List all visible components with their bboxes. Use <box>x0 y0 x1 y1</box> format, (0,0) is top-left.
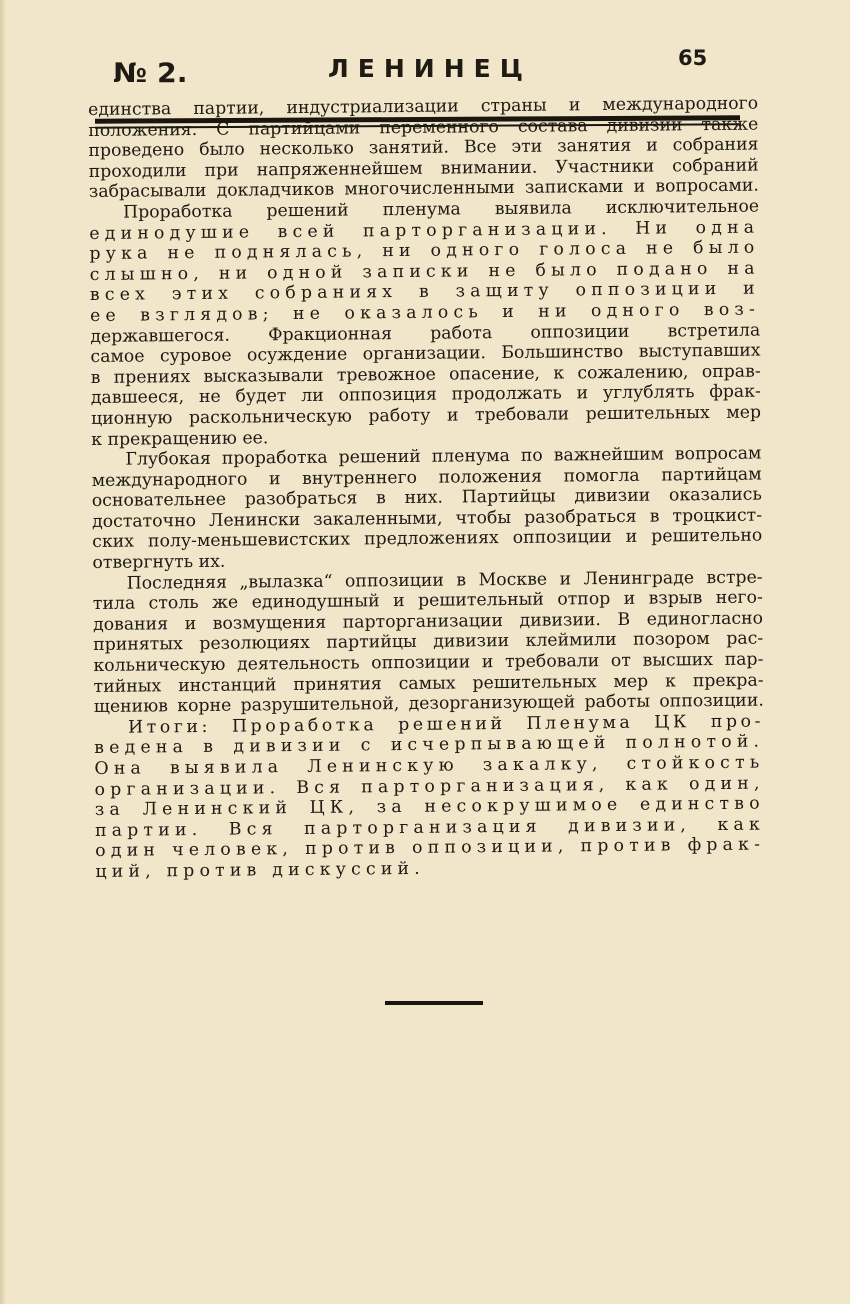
text-line-spaced: рука не поднялась, ни одного голоса не было <box>89 237 760 265</box>
text-line-spaced: ведена в дивизии с исчерпывающей полнотой. <box>94 731 765 759</box>
text-line: ционную раскольническую работу и требовали решительных мер <box>90 402 762 429</box>
text-line: самое суровое осуждение организации. Большинство выступавших <box>90 340 761 368</box>
page-number: 65 <box>678 46 708 70</box>
text-line: давшееся, не будет ли оппозиция продолжать и углублять фрак- <box>90 381 761 409</box>
text-line-spaced: слышно, ни одной записки не было подано на <box>89 258 760 285</box>
text-line-spaced: организации. Вся парторганизация, как один, <box>94 773 765 800</box>
journal-title: ЛЕНИНЕЦ <box>328 54 532 83</box>
text-line: принятых резолюциях партийцы дивизии клеймили позором рас- <box>93 628 764 656</box>
paragraph-end-line: отвергнуть их. <box>92 551 226 574</box>
text-line: ских полу-меньшевистских предложениях оппозиции и решительно <box>92 526 763 553</box>
text-line: основательнее разобраться в них. Партийцы дивизии оказались <box>91 484 762 512</box>
page-header <box>95 40 740 100</box>
article-body <box>88 94 765 883</box>
paragraph-end-line: ций, против дискуссий. <box>95 858 426 882</box>
text-line: кольническую деятельность оппозиции и требовали от высших пар- <box>93 649 764 677</box>
text-line: тийных инстанций принятия самых решительных мер к прекра- <box>93 670 764 697</box>
text-line: щениюв корне разрушительной, дезорганизующей работы оппозиции. <box>93 690 764 718</box>
text-line: державшегося. Фракционная работа оппозиции встретила <box>90 320 761 347</box>
paragraph-start-line: Итоги: Проработка решений Пленума ЦК про- <box>127 711 765 738</box>
text-line: забрасывали докладчиков многочисленными записками и вопросами. <box>88 175 759 203</box>
paragraph-start-line: Последняя „вылазка“ оппозиции в Москве и Ленинграде встре- <box>126 567 763 594</box>
text-line-spaced: за Ленинский ЦК, за несокрушимое единство <box>94 793 765 821</box>
text-line-spaced: ее взглядов; не оказалось и ни одного воз- <box>89 299 761 326</box>
paragraph-end-line: к прекращению ее. <box>91 427 269 450</box>
paragraph-start-line: Проработка решений пленума выявила исключительное <box>122 196 760 223</box>
text-line-spaced: один человек, против оппозиции, против фрак- <box>95 834 766 862</box>
text-line: тила столь же единодушный и решительный отпор и взрыв него- <box>92 587 763 615</box>
text-line: в прениях высказывали тревожное опасение, к сожалению, оправ- <box>90 361 761 388</box>
text-line-spaced: партии. Вся парторганизация дивизии, как <box>94 814 766 841</box>
issue-number: № 2. <box>113 58 188 89</box>
text-line-spaced: всех этих собраниях в защиту оппозиции и <box>89 278 760 306</box>
article-end-rule <box>385 1001 483 1005</box>
text-line: единства партии, индустриализации страны и международного <box>88 93 759 120</box>
text-line: проходили при напряженнейшем внимании. Участники собраний <box>88 155 759 182</box>
text-line: международного и внутреннего положения помогла партийцам <box>91 464 762 491</box>
page-edge <box>0 0 6 1304</box>
text-line: дования и возмущения парторганизации дивизии. В единогласно <box>92 608 764 635</box>
text-line: положения. С партийцами переменного состава дивизии также <box>88 114 759 141</box>
text-line-spaced: Она выявила Ленинскую закалку, стойкость <box>94 752 765 779</box>
paragraph-start-line: Глубокая проработка решений пленума по важнейшим вопросам <box>125 443 762 470</box>
text-line: проведено было несколько занятий. Все эти занятия и собрания <box>88 134 759 162</box>
text-line: достаточно Ленински закаленными, чтобы разобраться в троцкист- <box>91 505 763 532</box>
text-line-spaced: единодушие всей парторганизации. Ни одна <box>89 217 760 244</box>
